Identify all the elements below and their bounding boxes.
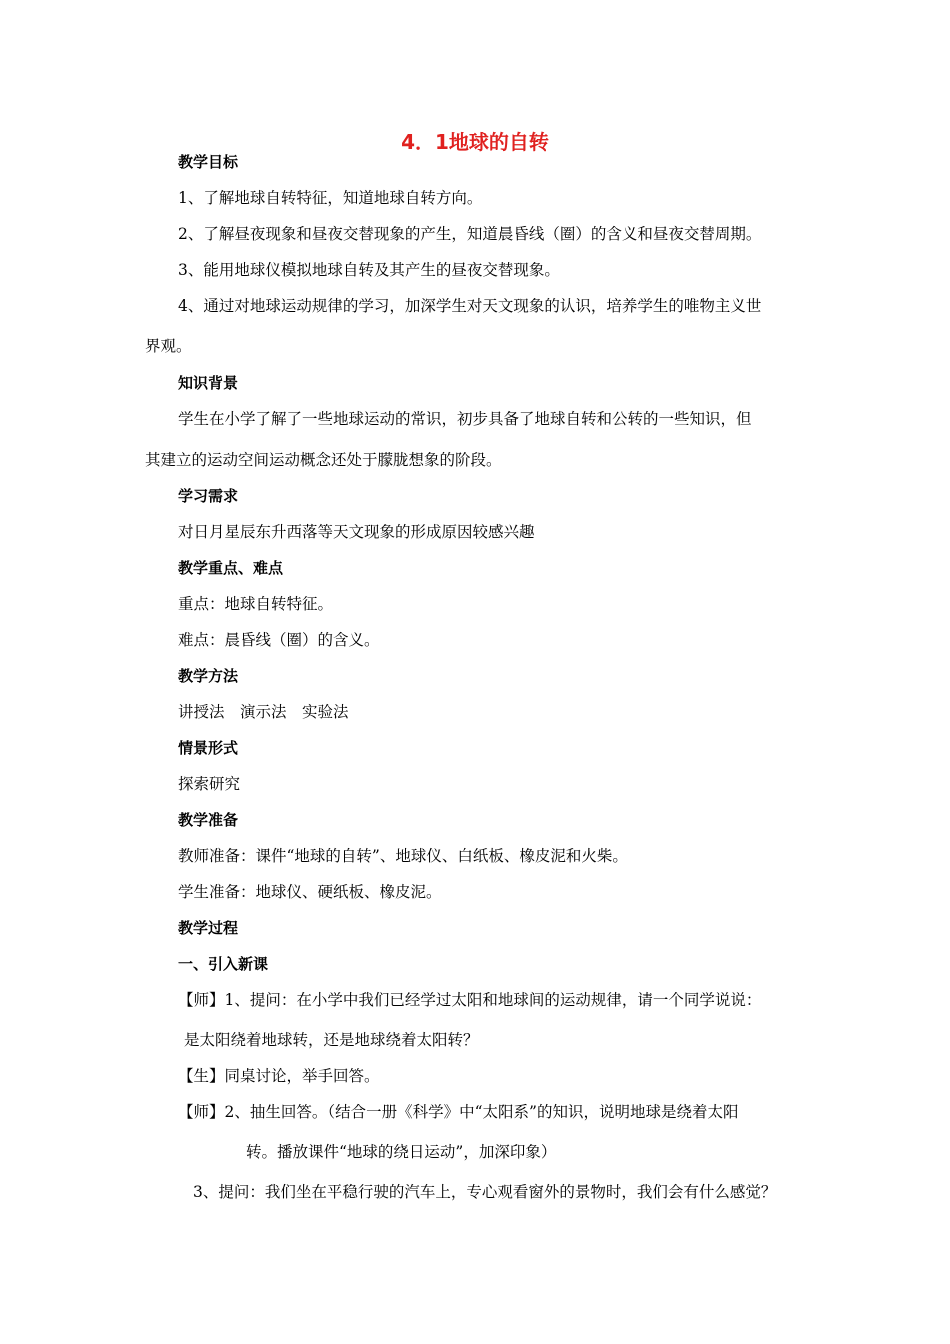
background-line-1: 学生在小学了解了一些地球运动的常识，初步具备了地球自转和公转的一些知识，但	[178, 410, 752, 428]
student-preparation: 学生准备：地球仪、硬纸板、橡皮泥。	[178, 883, 442, 901]
teacher-preparation: 教师准备：课件“地球的自转”、地球仪、白纸板、橡皮泥和火柴。	[178, 847, 628, 865]
heading-scenario-form: 情景形式	[178, 739, 239, 757]
heading-teaching-process: 教学过程	[178, 919, 239, 937]
heading-teaching-methods: 教学方法	[178, 667, 239, 685]
process-line-4: 【师】2、抽生回答。（结合一册《科学》中“太阳系”的知识，说明地球是绕着太阳	[178, 1103, 739, 1121]
process-line-5: 转。播放课件“地球的绕日运动”，加深印象）	[246, 1143, 557, 1161]
subheading-introduction: 一、引入新课	[178, 955, 269, 973]
heading-key-points: 教学重点、难点	[178, 559, 284, 577]
teaching-methods-text: 讲授法 演示法 实验法	[178, 703, 349, 721]
key-point: 重点：地球自转特征。	[178, 595, 334, 613]
heading-knowledge-background: 知识背景	[178, 374, 239, 392]
scenario-form-text: 探索研究	[178, 775, 241, 793]
goal-3: 3、能用地球仪模拟地球自转及其产生的昼夜交替现象。	[178, 261, 560, 279]
background-line-2: 其建立的运动空间运动概念还处于朦胧想象的阶段。	[145, 451, 502, 469]
process-line-3: 【生】同桌讨论，举手回答。	[178, 1067, 380, 1085]
process-line-2: 是太阳绕着地球转，还是地球绕着太阳转？	[184, 1031, 479, 1049]
learning-needs-text: 对日月星辰东升西落等天文现象的形成原因较感兴趣	[178, 523, 535, 541]
goal-4-line-2: 界观。	[145, 337, 192, 355]
goal-2: 2、了解昼夜现象和昼夜交替现象的产生，知道晨昏线（圈）的含义和昼夜交替周期。	[178, 225, 762, 243]
heading-preparation: 教学准备	[178, 811, 239, 829]
heading-learning-needs: 学习需求	[178, 487, 239, 505]
goal-4-line-1: 4、通过对地球运动规律的学习，加深学生对天文现象的认识，培养学生的唯物主义世	[178, 297, 762, 315]
process-line-1: 【师】1、提问：在小学中我们已经学过太阳和地球间的运动规律，请一个同学说说：	[178, 991, 762, 1009]
goal-1: 1、了解地球自转特征，知道地球自转方向。	[178, 189, 483, 207]
difficult-point: 难点：晨昏线（圈）的含义。	[178, 631, 380, 649]
heading-teaching-goals: 教学目标	[178, 153, 239, 171]
process-line-6: 3、提问：我们坐在平稳行驶的汽车上，专心观看窗外的景物时，我们会有什么感觉？	[193, 1183, 777, 1201]
document-title: 4．1地球的自转	[401, 130, 549, 154]
